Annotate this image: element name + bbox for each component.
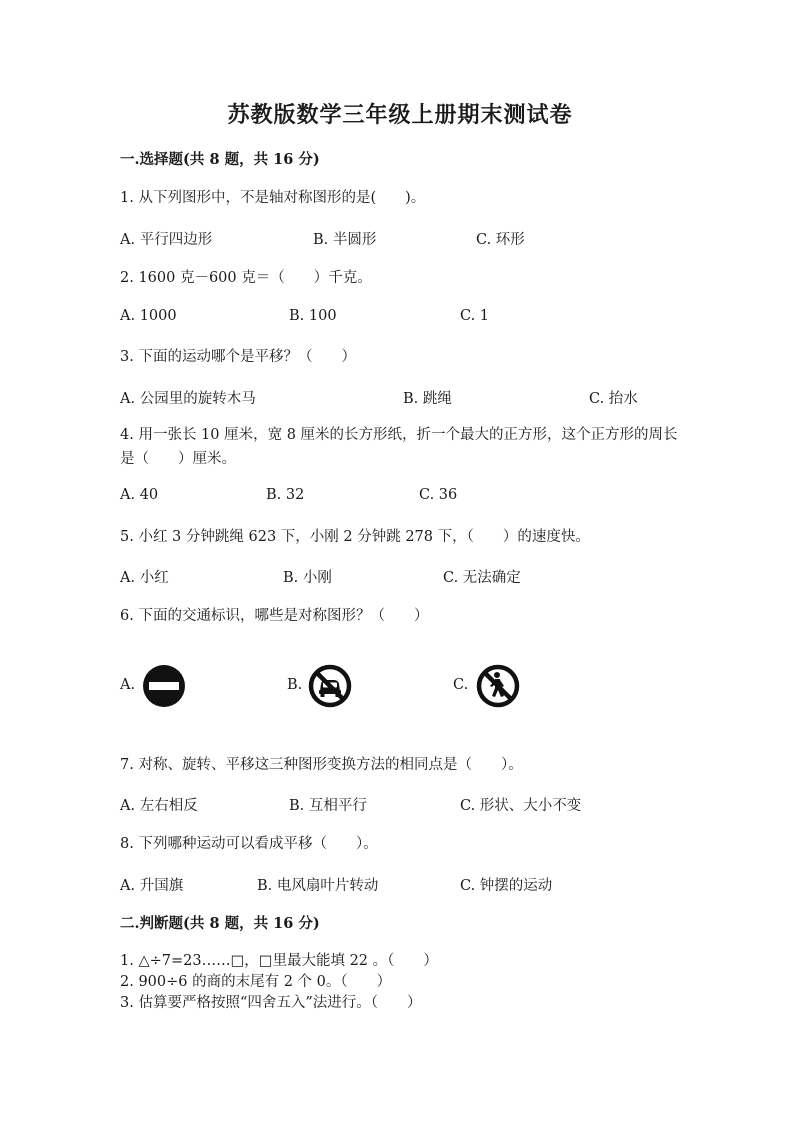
question-3: 3. 下面的运动哪个是平移？（ ） [120, 349, 356, 365]
section-heading-judgement: 二.判断题(共 8 题，共 16 分) [120, 915, 320, 932]
option-5b: B. 小刚 [283, 570, 332, 586]
judgement-item-2: 2. 900÷6 的商的末尾有 2 个 0。（ ） [120, 974, 392, 990]
option-4b: B. 32 [266, 487, 305, 503]
option-8c: C. 钟摆的运动 [460, 878, 553, 894]
judgement-item-3: 3. 估算要严格按照“四舍五入”法进行。（ ） [120, 995, 422, 1011]
option-6a: A. [120, 677, 136, 693]
option-1b: B. 半圆形 [313, 232, 377, 248]
question-6: 6. 下面的交通标识，哪些是对称图形？（ ） [120, 608, 429, 624]
question-7: 7. 对称、旋转、平移这三种图形变换方法的相同点是（ ）。 [120, 757, 523, 773]
no-pedestrians-sign-icon [476, 664, 520, 708]
option-3a: A. 公园里的旋转木马 [120, 391, 256, 407]
question-4: 4. 用一张长 10 厘米，宽 8 厘米的长方形纸，折一个最大的正方形，这个正方形的周长是（ ）厘米。 [120, 427, 678, 467]
question-5: 5. 小红 3 分钟跳绳 623 下，小刚 2 分钟跳 278 下，（ ）的速度快。 [120, 529, 590, 545]
option-7a: A. 左右相反 [120, 798, 198, 814]
option-1c: C. 环形 [476, 232, 525, 248]
option-3c: C. 抬水 [589, 391, 638, 407]
question-8: 8. 下列哪种运动可以看成平移（ ）。 [120, 836, 378, 852]
option-2a: A. 1000 [120, 308, 177, 324]
question-2: 2. 1600 克－600 克＝（ ）千克。 [120, 270, 372, 286]
option-8b: B. 电风扇叶片转动 [257, 878, 379, 894]
option-2b: B. 100 [289, 308, 337, 324]
option-5a: A. 小红 [120, 570, 169, 586]
option-7c: C. 形状、大小不变 [460, 798, 582, 814]
section-heading-choice: 一.选择题(共 8 题，共 16 分) [120, 151, 320, 168]
option-8a: A. 升国旗 [120, 878, 184, 894]
option-5c: C. 无法确定 [443, 570, 521, 586]
option-4c: C. 36 [419, 487, 458, 503]
page-title: 苏教版数学三年级上册期末测试卷 [227, 102, 573, 128]
option-3b: B. 跳绳 [403, 391, 452, 407]
option-7b: B. 互相平行 [289, 798, 367, 814]
judgement-item-1: 1. △÷7=23……□，□里最大能填 22 。（ ） [120, 953, 438, 969]
question-1: 1. 从下列图形中，不是轴对称图形的是( )。 [120, 190, 426, 206]
option-1a: A. 平行四边形 [120, 232, 213, 248]
no-motor-vehicles-sign-icon [308, 664, 352, 708]
option-4a: A. 40 [120, 487, 159, 503]
no-entry-sign-icon [142, 664, 186, 708]
option-2c: C. 1 [460, 308, 490, 324]
option-6c: C. [453, 677, 469, 693]
option-6b: B. [287, 677, 303, 693]
